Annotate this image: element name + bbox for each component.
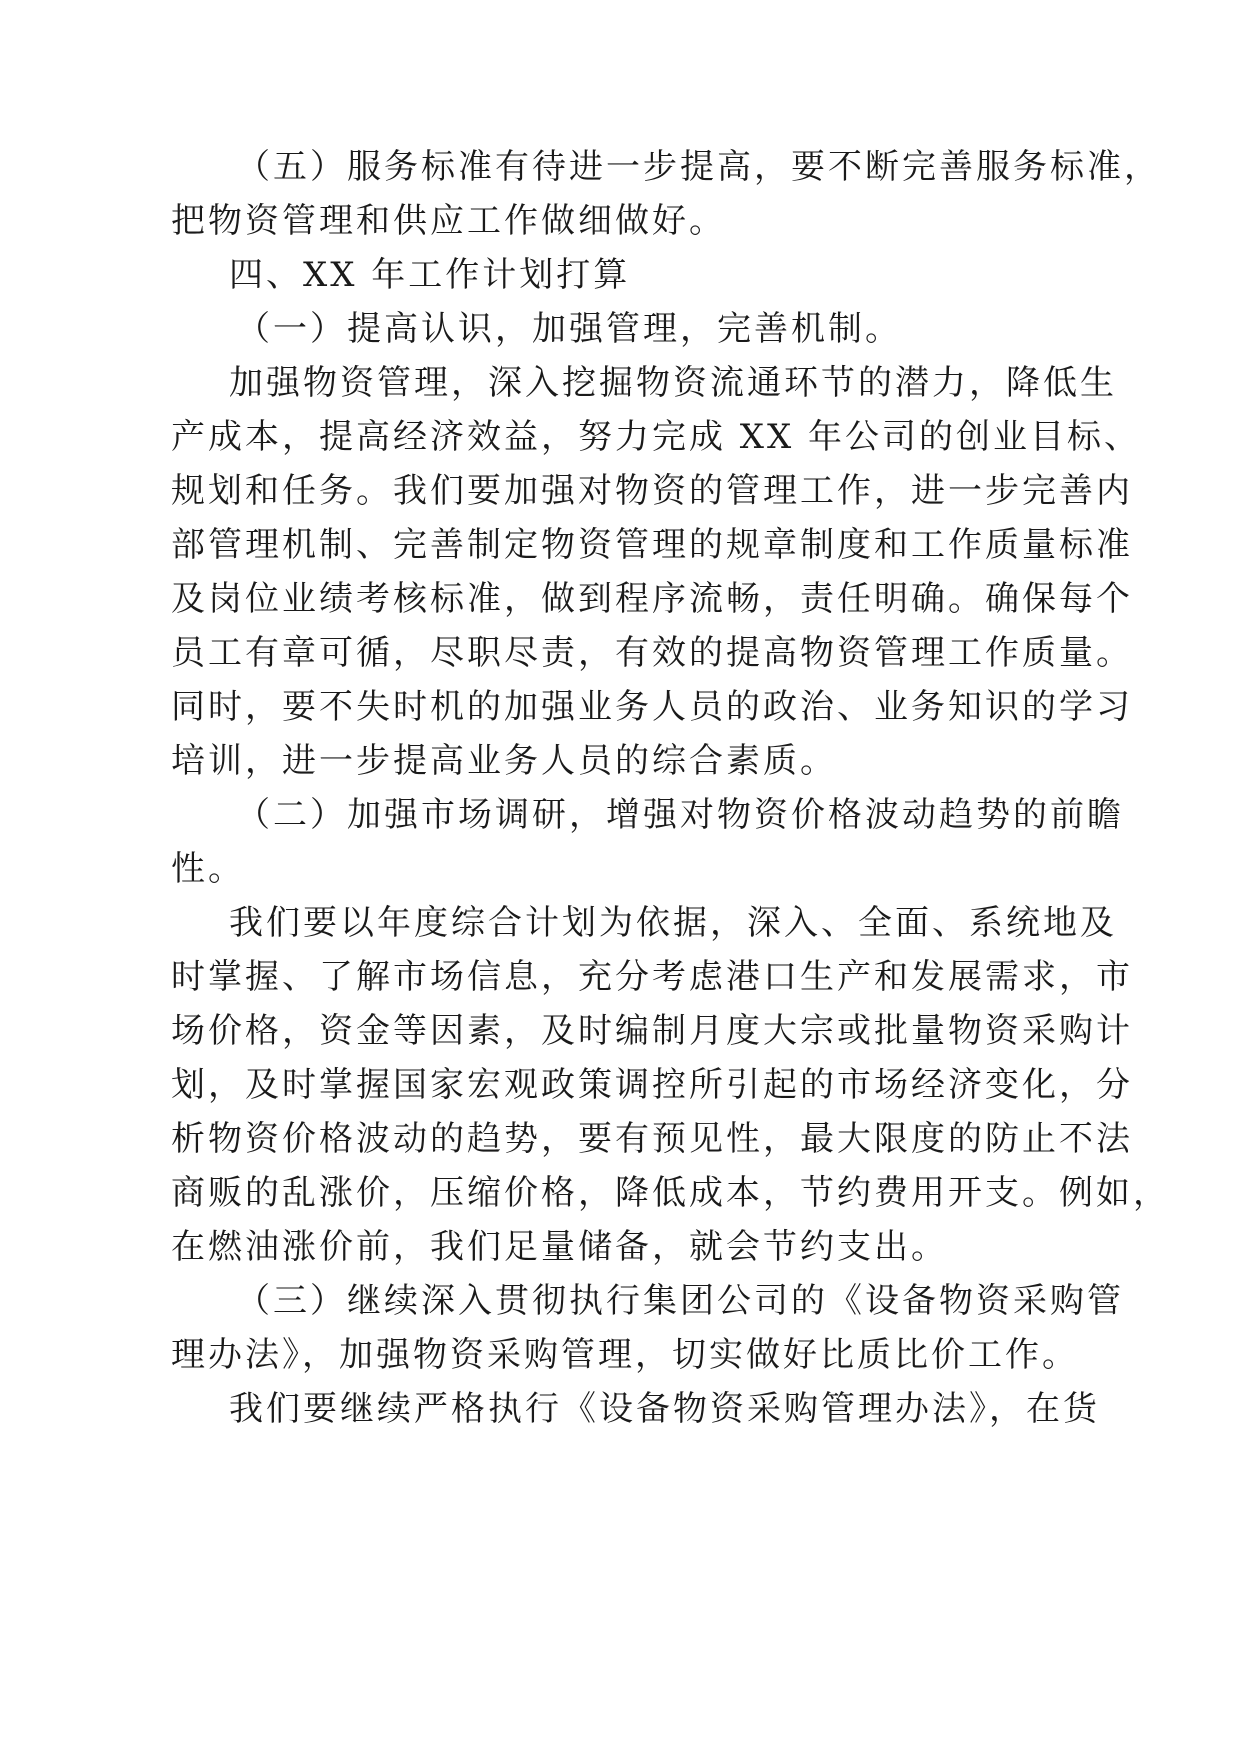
text-line: 理办法》，加强物资采购管理，切实做好比质比价工作。 bbox=[171, 1335, 1079, 1375]
text-line: （五）服务标准有待进一步提高，要不断完善服务标准， bbox=[236, 147, 1161, 187]
text-line: 我们要继续严格执行《设备物资采购管理办法》，在货 bbox=[229, 1389, 1100, 1429]
text-line: 划，及时掌握国家宏观政策调控所引起的市场经济变化，分 bbox=[171, 1065, 1133, 1105]
section-heading: 四、XX 年工作计划打算 bbox=[229, 255, 631, 295]
text-line: 商贩的乱涨价，压缩价格，降低成本，节约费用开支。例如， bbox=[171, 1173, 1170, 1213]
text-line: 性。 bbox=[171, 849, 245, 889]
subsection-heading: （一）提高认识，加强管理，完善机制。 bbox=[236, 309, 902, 349]
subsection-heading: （三）继续深入贯彻执行集团公司的《设备物资采购管 bbox=[236, 1281, 1124, 1321]
text-line: 在燃油涨价前，我们足量储备，就会节约支出。 bbox=[171, 1227, 948, 1267]
text-line: 把物资管理和供应工作做细做好。 bbox=[171, 201, 726, 241]
text-line: 及岗位业绩考核标准，做到程序流畅，责任明确。确保每个 bbox=[171, 579, 1133, 619]
text-line: 析物资价格波动的趋势，要有预见性，最大限度的防止不法 bbox=[171, 1119, 1133, 1159]
text-line: 场价格，资金等因素，及时编制月度大宗或批量物资采购计 bbox=[171, 1011, 1133, 1051]
text-line: 同时，要不失时机的加强业务人员的政治、业务知识的学习 bbox=[171, 687, 1133, 727]
text-line: 时掌握、了解市场信息，充分考虑港口生产和发展需求，市 bbox=[171, 957, 1133, 997]
text-line: 产成本，提高经济效益，努力完成 XX 年公司的创业目标、 bbox=[171, 417, 1142, 457]
text-line: 规划和任务。我们要加强对物资的管理工作，进一步完善内 bbox=[171, 471, 1133, 511]
text-line: 部管理机制、完善制定物资管理的规章制度和工作质量标准 bbox=[171, 525, 1133, 565]
text-line: 员工有章可循，尽职尽责，有效的提高物资管理工作质量。 bbox=[171, 633, 1133, 673]
text-line: 培训，进一步提高业务人员的综合素质。 bbox=[171, 741, 837, 781]
text-line: 加强物资管理，深入挖掘物资流通环节的潜力，降低生 bbox=[229, 363, 1117, 403]
text-line: 我们要以年度综合计划为依据，深入、全面、系统地及 bbox=[229, 903, 1117, 943]
subsection-heading: （二）加强市场调研，增强对物资价格波动趋势的前瞻 bbox=[236, 795, 1124, 835]
